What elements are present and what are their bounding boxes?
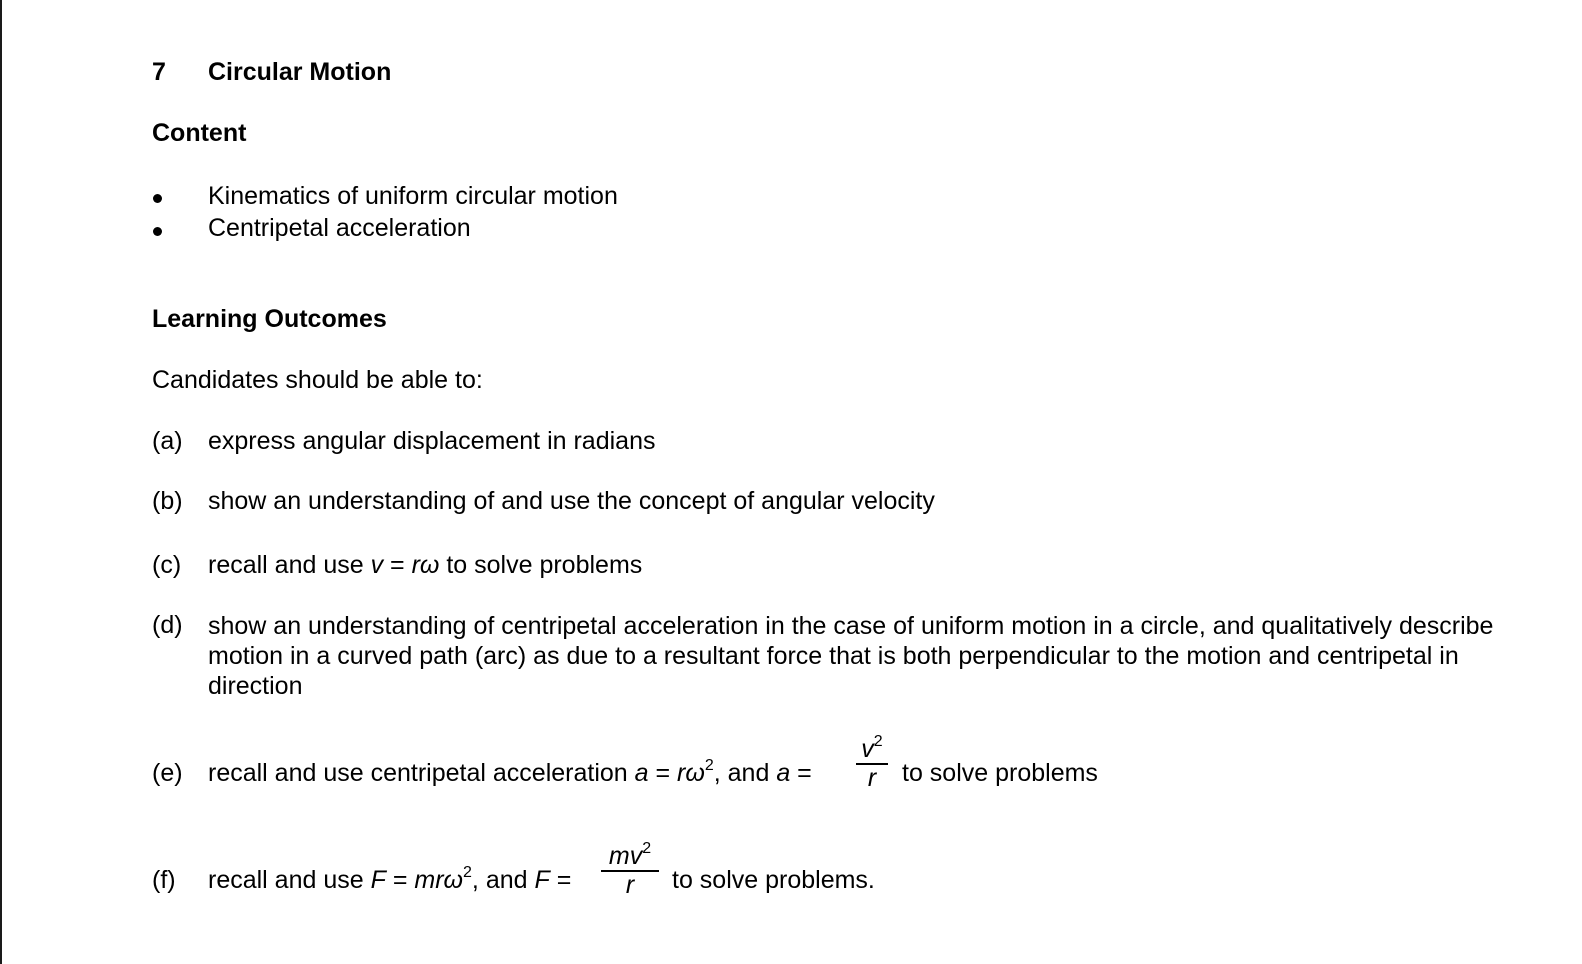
outcome-text-f-end: to solve problems. xyxy=(672,866,875,894)
outcome-label-a: (a) xyxy=(152,427,183,455)
fraction-denominator: r xyxy=(625,871,635,899)
outcome-label-f: (f) xyxy=(152,866,176,894)
outcome-text-e-end: to solve problems xyxy=(902,759,1098,787)
outcome-text-d: show an understanding of centripetal acceleration in the case of uniform motion in a circle, and qualitatively describe motion in a curved path (arc) as due to a resultant force that is both perpendicular to the motion and centripetal in direction xyxy=(208,612,1494,700)
content-heading: Content xyxy=(152,119,247,147)
content-item-2: Centripetal acceleration xyxy=(208,214,471,242)
fraction-denominator: r xyxy=(867,764,877,792)
fraction-v2-over-r xyxy=(856,733,888,792)
fraction-mv2-over-r xyxy=(601,840,659,899)
learning-intro: Candidates should be able to: xyxy=(152,366,483,394)
outcome-text-f: recall and use F = mrω$^2$, and F = xyxy=(208,864,572,894)
content-item-1: Kinematics of uniform circular motion xyxy=(208,182,618,210)
outcome-label-c: (c) xyxy=(152,551,182,579)
outcome-text-a: express angular displacement in radians xyxy=(208,427,656,455)
section-title: Circular Motion xyxy=(208,58,392,86)
section-number: 7 xyxy=(152,58,166,86)
learning-outcomes-heading: Learning Outcomes xyxy=(152,305,387,333)
fraction-numerator: $mv^2$ xyxy=(608,840,652,870)
bullet-icon xyxy=(153,227,162,236)
outcome-text-b: show an understanding of and use the concept of angular velocity xyxy=(208,487,935,515)
page-left-border xyxy=(0,0,2,964)
outcome-label-e: (e) xyxy=(152,759,183,787)
outcome-text-c: recall and use v = rω to solve problems xyxy=(208,551,643,579)
bullet-icon xyxy=(153,194,162,203)
outcome-label-b: (b) xyxy=(152,487,183,515)
outcome-label-d: (d) xyxy=(152,611,183,639)
fraction-numerator: $v^2$ xyxy=(861,733,883,763)
outcome-text-e: recall and use centripetal acceleration $a = r\omega^2$, and a = xyxy=(208,757,812,787)
